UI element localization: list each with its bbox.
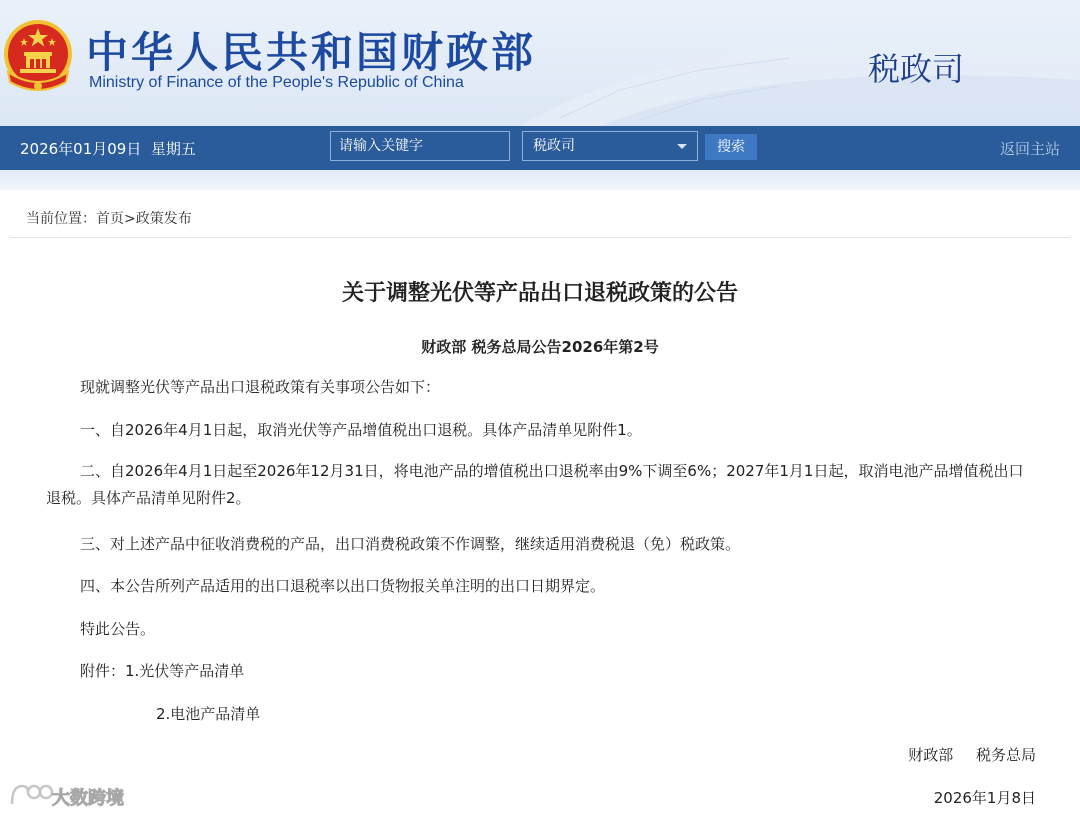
department-name: 税政司 (868, 50, 965, 88)
watermark-text: 大数跨境 (52, 788, 124, 809)
article-title: 关于调整光伏等产品出口退税政策的公告 (341, 281, 738, 306)
breadcrumb-home-link[interactable]: 首页 (96, 211, 124, 227)
search-scope-value: 税政司 (533, 138, 575, 154)
breadcrumb-section-link[interactable]: 政策发布 (135, 211, 192, 227)
search-button[interactable]: 搜索 (705, 134, 757, 160)
site-name-chinese[interactable]: 中华人民共和国财政部 (86, 28, 537, 77)
article-paragraph: 特此公告。 (80, 620, 156, 638)
breadcrumb-prefix: 当前位置： (26, 211, 96, 227)
current-date: 2026年01月09日 星期五 (20, 140, 196, 158)
breadcrumb (26, 208, 192, 228)
back-to-main-site-link[interactable]: 返回主站 (999, 140, 1060, 158)
breadcrumb-separator: > (124, 211, 136, 227)
search-input[interactable] (330, 131, 510, 161)
site-name-english[interactable]: Ministry of Finance of the People's Republic of China (89, 74, 464, 91)
signature-date: 2026年1月8日 (933, 789, 1036, 807)
national-emblem-icon[interactable] (2, 16, 74, 96)
site-header (0, 0, 1080, 126)
article-paragraph: 三、对上述产品中征收消费税的产品，出口消费税政策不作调整，继续适用消费税退（免）税政策。 (80, 535, 741, 553)
chevron-down-icon (677, 144, 687, 149)
article-paragraph: 四、本公告所列产品适用的出口退税率以出口货物报关单注明的出口日期界定。 (80, 577, 606, 595)
article-paragraph: 一、自2026年4月1日起，取消光伏等产品增值税出口退税。具体产品清单见附件1。 (80, 421, 642, 439)
signature-organizations: 财政部 税务总局 (908, 746, 1036, 764)
breadcrumb-divider (10, 237, 1070, 238)
document-number: 财政部 税务总局公告2026年第2号 (421, 338, 659, 356)
attachment-link[interactable]: 2.电池产品清单 (156, 705, 261, 723)
search-scope-select[interactable] (522, 131, 698, 161)
article-paragraph: 二、自2026年4月1日起至2026年12月31日，将电池产品的增值税出口退税率由9%下调至6%；2027年1月1日起，取消电池产品增值税出口退税。具体产品清单见附件2。 (46, 462, 1024, 507)
nav-sub-strip (0, 170, 1080, 190)
top-navbar (0, 126, 1080, 170)
attachment-link[interactable]: 附件：1.光伏等产品清单 (80, 662, 245, 680)
article-paragraph: 现就调整光伏等产品出口退税政策有关事项公告如下： (80, 378, 441, 396)
